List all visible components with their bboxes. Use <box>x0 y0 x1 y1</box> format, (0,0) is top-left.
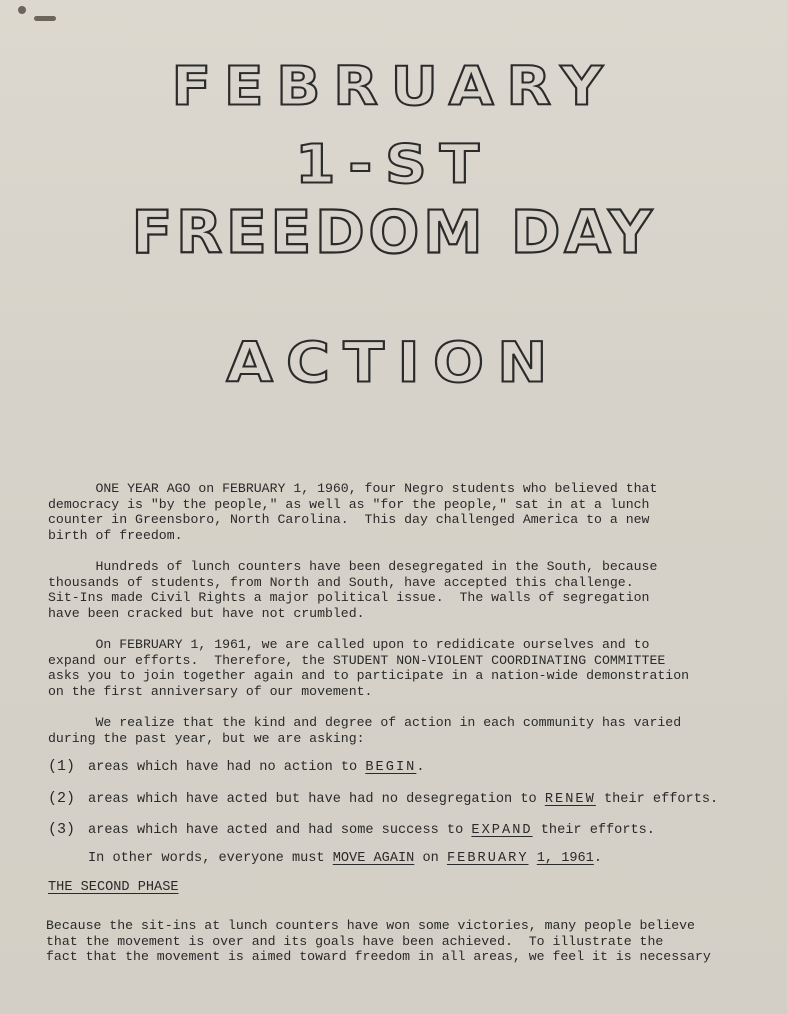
title-line-1st: 1-ST <box>295 132 492 196</box>
text-line: ONE YEAR AGO on FEBRUARY 1, 1960, four Negro students who believed that <box>48 481 658 496</box>
paragraph-we-realize <box>48 715 698 746</box>
title-line-february: FEBRUARY <box>171 54 616 118</box>
item-number: (3) <box>48 821 76 838</box>
text-line: on the first anniversary of our movement. <box>48 683 373 699</box>
item-number: (1) <box>48 758 76 775</box>
item-keyword: BEGIN <box>365 760 417 775</box>
paragraph-lunch-counters <box>48 559 698 621</box>
title-line-freedom-day: FREEDOM DAY <box>131 198 656 268</box>
paragraph-one-year-ago <box>48 481 698 543</box>
text-line: asks you to join together again and to participate in a nation-wide demonstration <box>48 668 690 683</box>
item-text: areas which have acted but have had no desegregation to <box>88 792 545 807</box>
text-line: fact that the movement is aimed toward freedom in all areas, we feel it is necessary <box>46 949 711 964</box>
text-line: Because the sit-ins at lunch counters have won some victories, many people believe <box>46 918 695 933</box>
list-item <box>48 821 655 838</box>
text-fragment: . <box>593 851 602 866</box>
item-tail: their efforts. <box>595 792 719 807</box>
text-line: We realize that the kind and degree of action in each community has varied <box>48 715 682 730</box>
item-text: areas which have had no action to <box>88 760 366 775</box>
punch-hole-mark <box>34 16 56 21</box>
text-line: during the past year, but we are asking: <box>48 730 365 746</box>
item-text: areas which have acted and had some success to <box>88 823 472 838</box>
paragraph-february-1961 <box>48 637 698 699</box>
in-other-words-line <box>88 851 602 866</box>
move-again-emphasis: MOVE AGAIN <box>332 851 415 866</box>
section-heading-second-phase: THE SECOND PHASE <box>48 880 179 895</box>
text-line: Sit-Ins made Civil Rights a major political issue. The walls of segregation <box>48 590 650 605</box>
text-line: democracy is "by the people," as well as "for the people," sat in at a lunch <box>48 496 650 512</box>
text-line: expand our efforts. Therefore, the STUDENT NON-VIOLENT COORDINATING COMMITTEE <box>48 652 666 668</box>
text-fragment <box>529 851 537 866</box>
february-emphasis: FEBRUARY <box>446 851 529 866</box>
text-line: Hundreds of lunch counters have been desegregated in the South, because <box>48 559 658 574</box>
list-item <box>48 790 718 807</box>
item-tail: their efforts. <box>532 823 655 838</box>
item-number: (2) <box>48 790 76 807</box>
list-item <box>48 758 425 775</box>
text-line: counter in Greensboro, North Carolina. This day challenged America to a new <box>48 512 650 527</box>
text-line: On FEBRUARY 1, 1961, we are called upon to redidicate ourselves and to <box>48 637 650 652</box>
item-keyword: EXPAND <box>471 823 533 838</box>
text-line: that the movement is over and its goals have been achieved. To illustrate the <box>46 933 664 949</box>
text-fragment: on <box>414 851 447 866</box>
text-line: thousands of students, from North and South, have accepted this challenge. <box>48 574 634 590</box>
paragraph-because-sit-ins <box>46 918 711 965</box>
text-line: have been cracked but have not crumbled. <box>48 605 365 621</box>
item-keyword: RENEW <box>544 792 596 807</box>
date-emphasis: 1, 1961 <box>536 851 594 866</box>
item-tail: . <box>416 760 425 775</box>
title-line-action: ACTION <box>226 330 561 396</box>
text-fragment: In other words, everyone must <box>88 851 333 866</box>
punch-hole-mark <box>18 6 26 14</box>
text-line: birth of freedom. <box>48 527 183 543</box>
